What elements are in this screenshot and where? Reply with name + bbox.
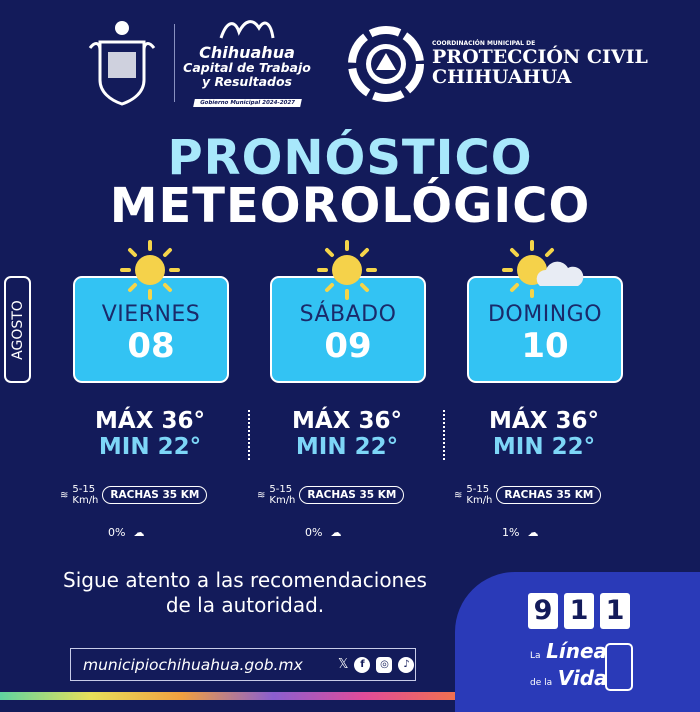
recommendation-line: de la autoridad.: [165, 593, 325, 617]
title-line1: PRONÓSTICO: [167, 130, 533, 186]
max-temp: MÁX 36°: [95, 408, 205, 434]
max-temp: MÁX 36°: [292, 408, 402, 434]
rainbow-strip: [0, 692, 455, 700]
wind-icon: ≋: [257, 489, 266, 501]
facebook-icon[interactable]: f: [354, 657, 370, 673]
sun-icon: [315, 240, 379, 300]
wind-speed: 5-15: [269, 484, 293, 495]
rain-info: [502, 526, 538, 539]
wind-icon: ≋: [60, 489, 69, 501]
min-temp: MIN 22°: [492, 434, 596, 460]
rain-probability: 1%: [502, 526, 520, 539]
wind-icon: ≋: [454, 489, 463, 501]
gusts-badge: RACHAS 35 KM: [102, 486, 207, 504]
rain-cloud-icon: ☁: [527, 526, 539, 539]
rain-probability: 0%: [108, 526, 126, 539]
logo-tag: Gobierno Municipal 2024-2027: [193, 99, 302, 107]
tiktok-icon[interactable]: ♪: [398, 657, 414, 673]
phone-icon: [605, 643, 633, 691]
instagram-icon[interactable]: ◎: [376, 657, 392, 673]
mountains-icon: [219, 18, 275, 40]
wind-unit: Km/h: [466, 495, 493, 506]
logo-text: Capital de Trabajo: [183, 60, 311, 75]
separator: [443, 410, 445, 460]
min-temp: MIN 22°: [98, 434, 202, 460]
divider: [174, 24, 175, 102]
separator: [248, 410, 250, 460]
emergency-number: [528, 593, 630, 629]
proteccion-civil-text: [432, 40, 648, 87]
wind-info: [257, 484, 404, 506]
x-icon[interactable]: 𝕏: [338, 657, 349, 672]
min-temp: MIN 22°: [295, 434, 399, 460]
wind-unit: Km/h: [269, 495, 296, 506]
linea-de-la-vida-logo: [530, 640, 608, 694]
day-number: 10: [521, 326, 569, 366]
website-link[interactable]: municipiochihuahua.gob.mx: [83, 655, 303, 674]
month-text: AGOSTO: [9, 299, 26, 360]
proteccion-civil-logo: [348, 26, 424, 102]
city-crest-logo: [86, 18, 158, 106]
rain-info: [305, 526, 341, 539]
wind-unit: Km/h: [72, 495, 99, 506]
rain-info: [108, 526, 144, 539]
rain-cloud-icon: ☁: [330, 526, 342, 539]
pc-title: CHIHUAHUA: [432, 66, 572, 88]
sun-cloud-icon: [500, 240, 590, 300]
pc-subtitle: COORDINACIÓN MUNICIPAL DE: [432, 40, 536, 47]
recommendation-line: Sigue atento a las recomendaciones: [63, 568, 427, 592]
day-number: 09: [324, 326, 372, 366]
title-line2: METEOROLÓGICO: [109, 178, 591, 234]
vida-text: La: [530, 651, 541, 661]
rain-probability: 0%: [305, 526, 323, 539]
gusts-badge: RACHAS 35 KM: [299, 486, 404, 504]
day-name: DOMINGO: [487, 302, 603, 327]
wind-info: [454, 484, 601, 506]
digit: 1: [564, 593, 594, 629]
gusts-badge: RACHAS 35 KM: [496, 486, 601, 504]
wind-speed: 5-15: [466, 484, 490, 495]
logo-text: Chihuahua: [199, 43, 295, 62]
logo-text: y Resultados: [202, 74, 292, 89]
sun-icon: [118, 240, 182, 300]
pc-title: PROTECCIÓN CIVIL: [432, 46, 648, 68]
month-label: [4, 276, 31, 383]
wind-speed: 5-15: [72, 484, 96, 495]
recommendation: [0, 568, 490, 618]
vida-text: Línea: [546, 639, 608, 663]
vida-text: Vida: [557, 666, 608, 690]
day-number: 08: [127, 326, 175, 366]
digit: 9: [528, 593, 558, 629]
website-bar: [70, 648, 416, 681]
max-temp: MÁX 36°: [489, 408, 599, 434]
chihuahua-logo: [182, 18, 312, 108]
wind-info: [60, 484, 207, 506]
rain-cloud-icon: ☁: [133, 526, 145, 539]
day-name: SÁBADO: [299, 302, 397, 327]
vida-text: de la: [530, 678, 553, 688]
day-name: VIERNES: [101, 302, 201, 327]
digit: 1: [600, 593, 630, 629]
